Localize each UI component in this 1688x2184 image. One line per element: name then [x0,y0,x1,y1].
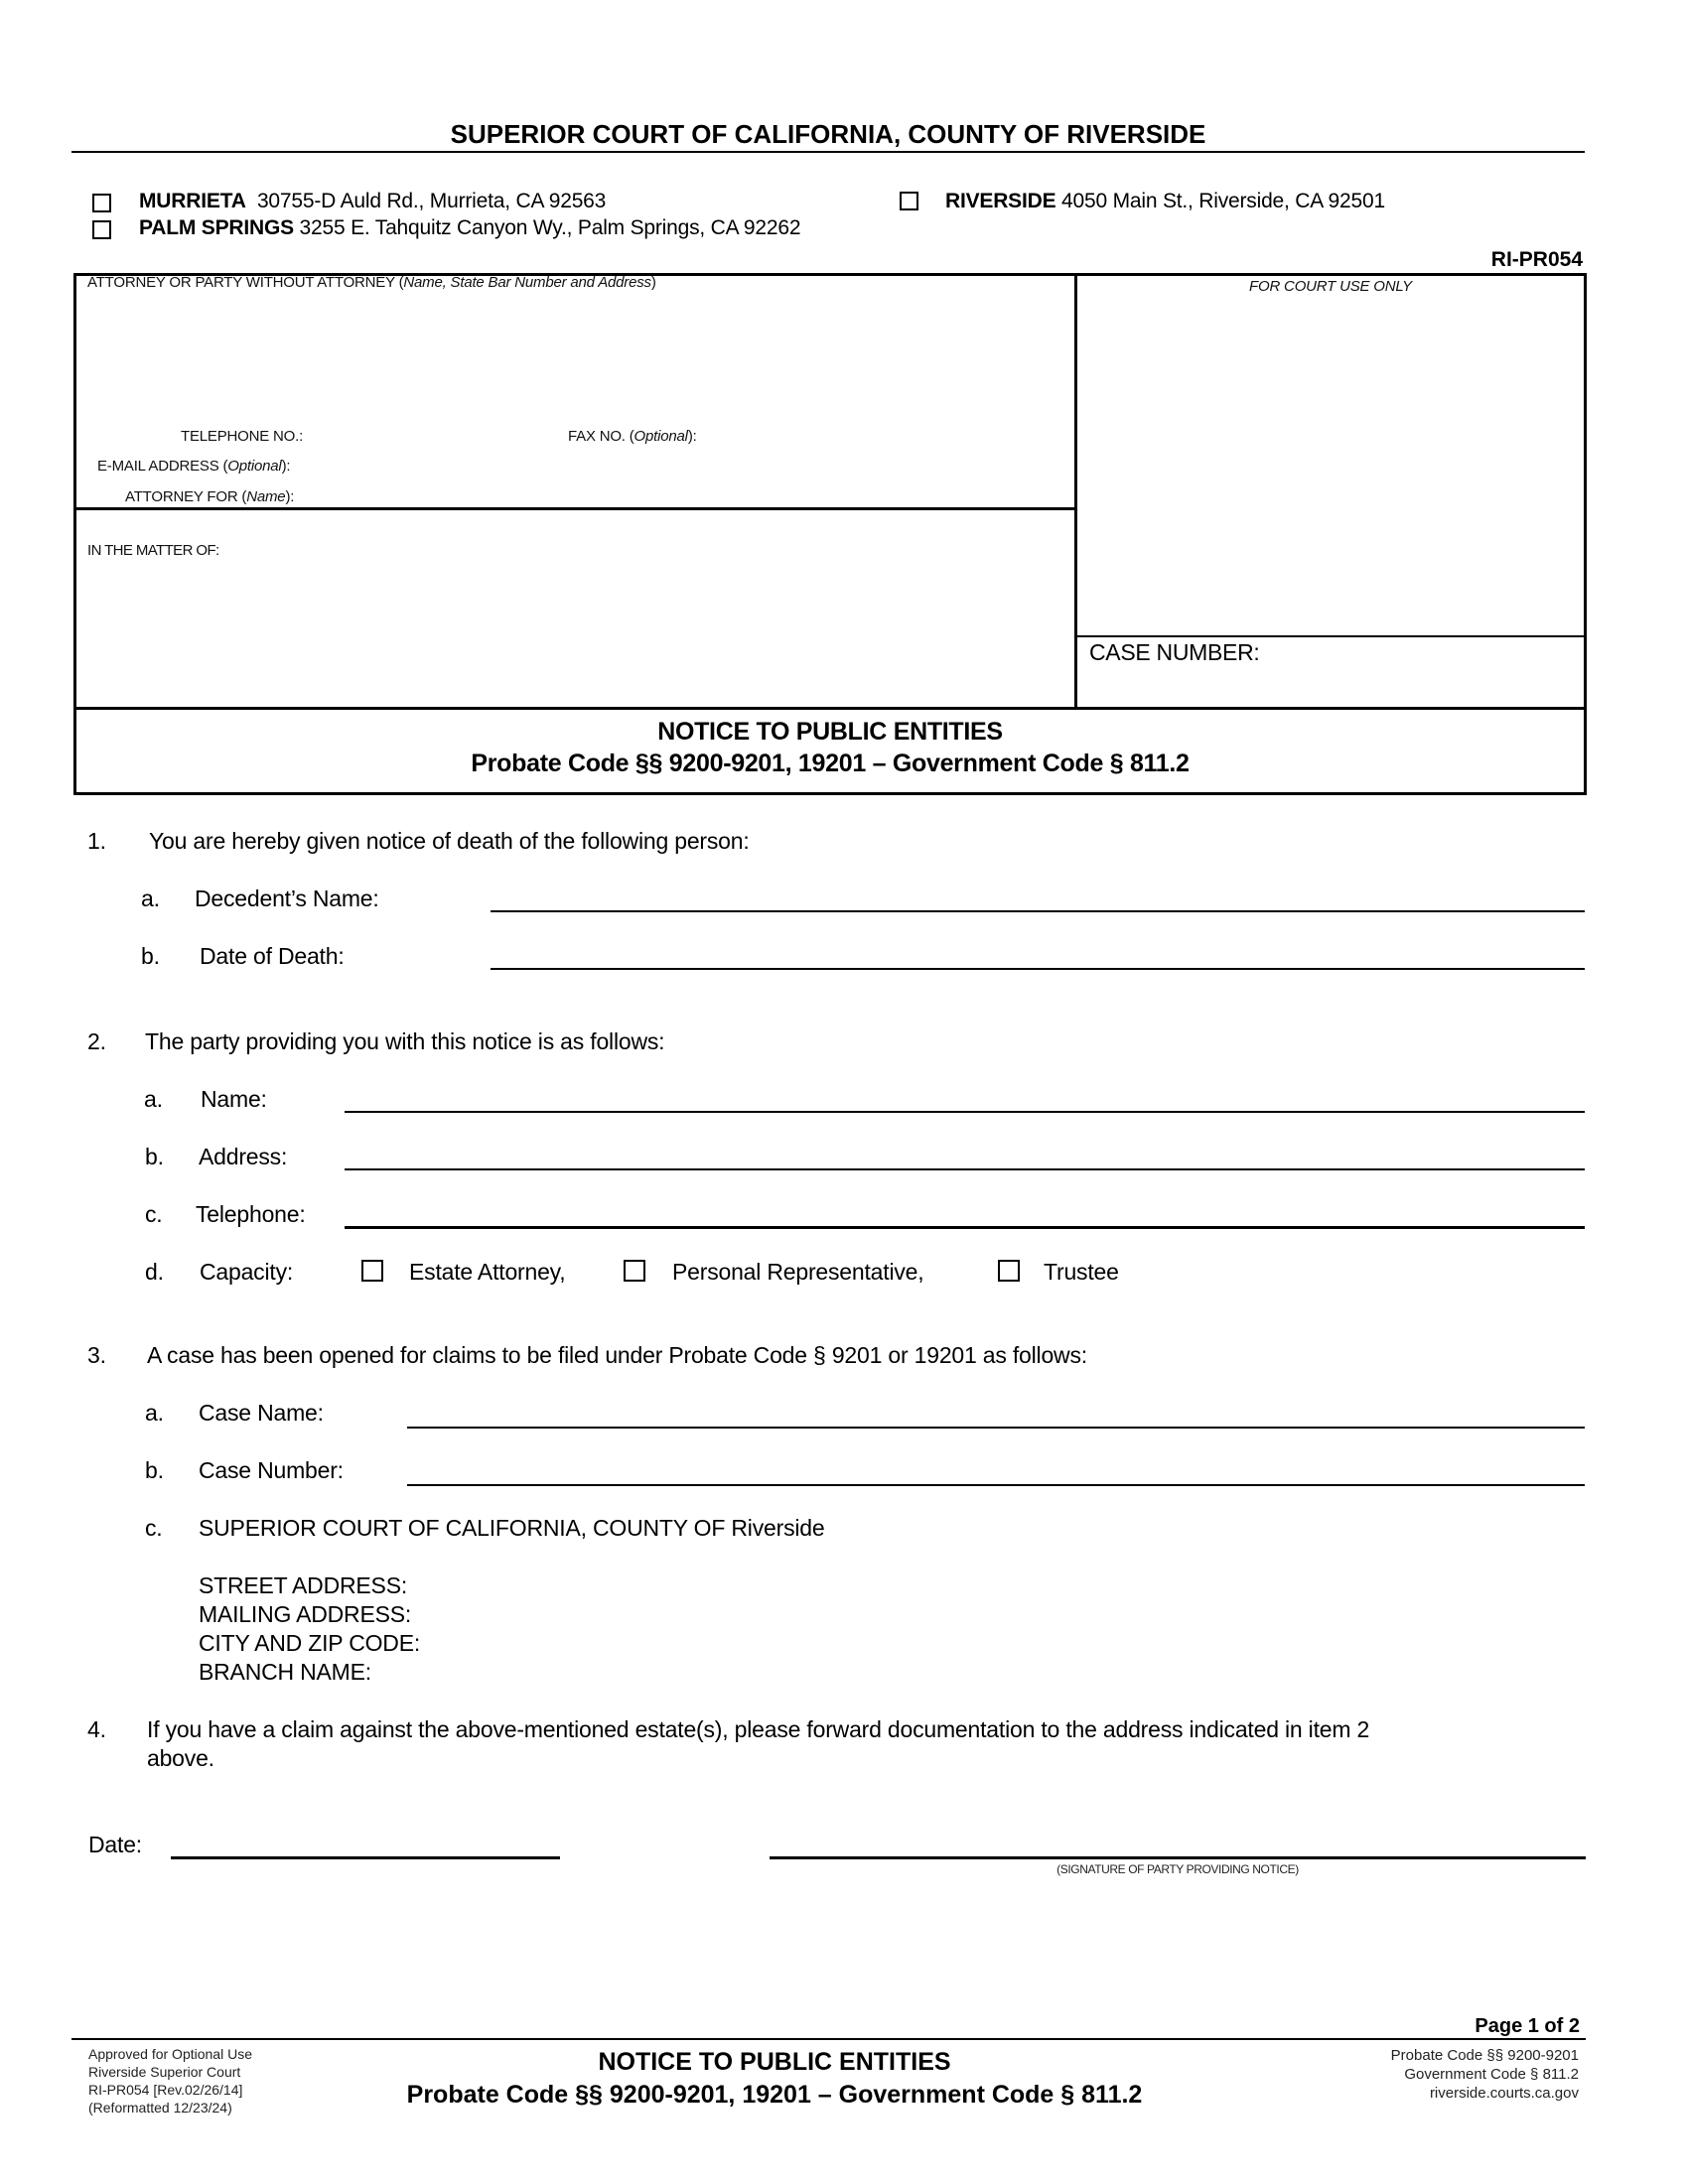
item4-text-line2: above. [147,1745,214,1771]
item1a-label: Decedent’s Name: [195,886,379,911]
case-number-input[interactable] [1089,670,1576,702]
item3c-court: SUPERIOR COURT OF CALIFORNIA, COUNTY OF Riverside [199,1515,825,1541]
item3b-letter: b. [145,1457,164,1483]
item3a-letter: a. [145,1400,164,1426]
riverside-location [945,190,1385,213]
palm-springs-location [139,216,800,240]
footer-title: NOTICE TO PUBLIC ENTITIES [598,2048,951,2076]
case-number-label: CASE NUMBER: [1089,639,1260,665]
footer-subtitle: Probate Code §§ 9200-9201, 19201 – Government Code § 811.2 [406,2081,1143,2109]
item2a-label: Name: [201,1086,267,1112]
attorney-for-label [125,488,294,505]
email-input[interactable] [323,455,1057,477]
item2d-label: Capacity: [200,1259,294,1285]
date-label: Date: [88,1832,142,1857]
attorney-for-label-italic: Name [246,488,286,505]
email-label-text: E-MAIL ADDRESS ( [97,458,228,475]
item2b-label: Address: [199,1144,288,1169]
attorney-input[interactable] [87,296,1060,423]
party-telephone-field[interactable] [345,1226,1585,1229]
case-number-field[interactable] [407,1484,1585,1486]
item2a-letter: a. [144,1086,163,1112]
email-label-end: ): [281,458,291,475]
estate-attorney-checkbox[interactable] [361,1260,383,1282]
fax-label-end: ): [687,428,697,445]
item3b-label: Case Number: [199,1457,344,1483]
item2d-letter: d. [145,1259,164,1285]
palm-springs-address: 3255 E. Tahquitz Canyon Wy., Palm Springs, CA 92262 [299,216,801,239]
riverside-checkbox[interactable] [900,192,918,210]
telephone-label: TELEPHONE NO.: [181,428,304,445]
matter-input[interactable] [87,566,1060,700]
item3c-letter: c. [145,1515,163,1541]
footer-left-line4: (Reformatted 12/23/24) [88,2100,232,2116]
attorney-for-input[interactable] [323,485,1057,505]
item2-text: The party providing you with this notice is as follows: [145,1028,665,1054]
email-label [97,458,290,475]
item1b-label: Date of Death: [200,943,345,969]
title-divider [73,707,1587,710]
murrieta-checkbox[interactable] [92,194,111,212]
branch-name-label: BRANCH NAME: [199,1659,371,1685]
street-address-label: STREET ADDRESS: [199,1572,408,1598]
item4-text-line1: If you have a claim against the above-mentioned estate(s), please forward documentation to the address indicated in item 2 [147,1716,1370,1742]
item2c-letter: c. [145,1201,163,1227]
date-of-death-field[interactable] [491,968,1585,970]
item2b-letter: b. [145,1144,164,1169]
email-label-italic: Optional [227,458,282,475]
trustee-label: Trustee [1044,1259,1119,1285]
item4-number: 4. [87,1716,106,1742]
decedent-name-field[interactable] [491,910,1585,912]
fax-label [568,428,697,445]
footer-right-line1: Probate Code §§ 9200-9201 [1390,2047,1579,2064]
palm-springs-checkbox[interactable] [92,220,111,239]
footer-website-link[interactable]: riverside.courts.ca.gov [1429,2085,1579,2102]
murrieta-address: 30755-D Auld Rd., Murrieta, CA 92563 [256,190,607,212]
attorney-for-label-text: ATTORNEY FOR ( [125,488,247,505]
item3-text: A case has been opened for claims to be filed under Probate Code § 9201 or 19201 as follows: [147,1342,1087,1368]
fax-label-text: FAX NO. ( [568,428,634,445]
court-use-label: FOR COURT USE ONLY [1249,278,1412,295]
riverside-address: 4050 Main St., Riverside, CA 92501 [1061,190,1385,212]
trustee-checkbox[interactable] [998,1260,1020,1282]
footer-left-line1: Approved for Optional Use [88,2046,252,2062]
estate-attorney-label: Estate Attorney, [409,1259,566,1285]
signature-caption: (SIGNATURE OF PARTY PROVIDING NOTICE) [1056,1862,1299,1876]
date-field[interactable] [171,1856,560,1859]
page-indicator: Page 1 of 2 [1475,2015,1580,2037]
item2c-label: Telephone: [196,1201,306,1227]
item3-number: 3. [87,1342,106,1368]
footer-right [1281,2046,1579,2103]
item3a-label: Case Name: [199,1400,324,1426]
form-id: RI-PR054 [1490,248,1583,271]
signature-field[interactable] [770,1856,1586,1859]
form-subtitle: Probate Code §§ 9200-9201, 19201 – Government Code § 811.2 [471,750,1190,777]
palm-springs-name: PALM SPRINGS [139,216,294,239]
attorney-label-text: ATTORNEY OR PARTY WITHOUT ATTORNEY ( [87,274,404,291]
city-zip-label: CITY AND ZIP CODE: [199,1630,421,1656]
murrieta-name: MURRIETA [139,190,246,212]
form-title: NOTICE TO PUBLIC ENTITIES [657,718,1003,746]
fax-label-italic: Optional [633,428,688,445]
header-rule [71,151,1585,153]
attorney-label-italic: Name, State Bar Number and Address [403,274,651,291]
court-use-case-divider [1074,635,1587,637]
telephone-input[interactable] [323,425,561,447]
footer-left [88,2045,252,2116]
item2-number: 2. [87,1028,106,1054]
murrieta-location [139,190,606,213]
item1b-letter: b. [141,943,160,969]
caption-vertical-divider [1074,273,1077,710]
mailing-address-label: MAILING ADDRESS: [199,1601,412,1627]
item1-text: You are hereby given notice of death of the following person: [149,828,750,854]
party-name-field[interactable] [345,1111,1585,1113]
footer-left-line3: RI-PR054 [Rev.02/26/14] [88,2082,243,2098]
item1-number: 1. [87,828,106,854]
attorney-for-label-end: ): [285,488,295,505]
court-title: SUPERIOR COURT OF CALIFORNIA, COUNTY OF RIVERSIDE [450,119,1206,149]
footer-right-line2: Government Code § 811.2 [1404,2066,1579,2083]
matter-label: IN THE MATTER OF: [87,542,219,559]
case-name-field[interactable] [407,1427,1585,1429]
footer-left-line2: Riverside Superior Court [88,2064,241,2080]
attorney-label-end: ) [650,274,656,291]
personal-representative-checkbox[interactable] [624,1260,645,1282]
item1a-letter: a. [141,886,160,911]
attorney-label [87,274,656,291]
riverside-name: RIVERSIDE [945,190,1056,212]
footer-rule [71,2038,1586,2040]
attorney-matter-divider [73,507,1076,510]
party-address-field[interactable] [345,1168,1585,1170]
personal-representative-label: Personal Representative, [672,1259,924,1285]
fax-input[interactable] [720,425,1057,447]
